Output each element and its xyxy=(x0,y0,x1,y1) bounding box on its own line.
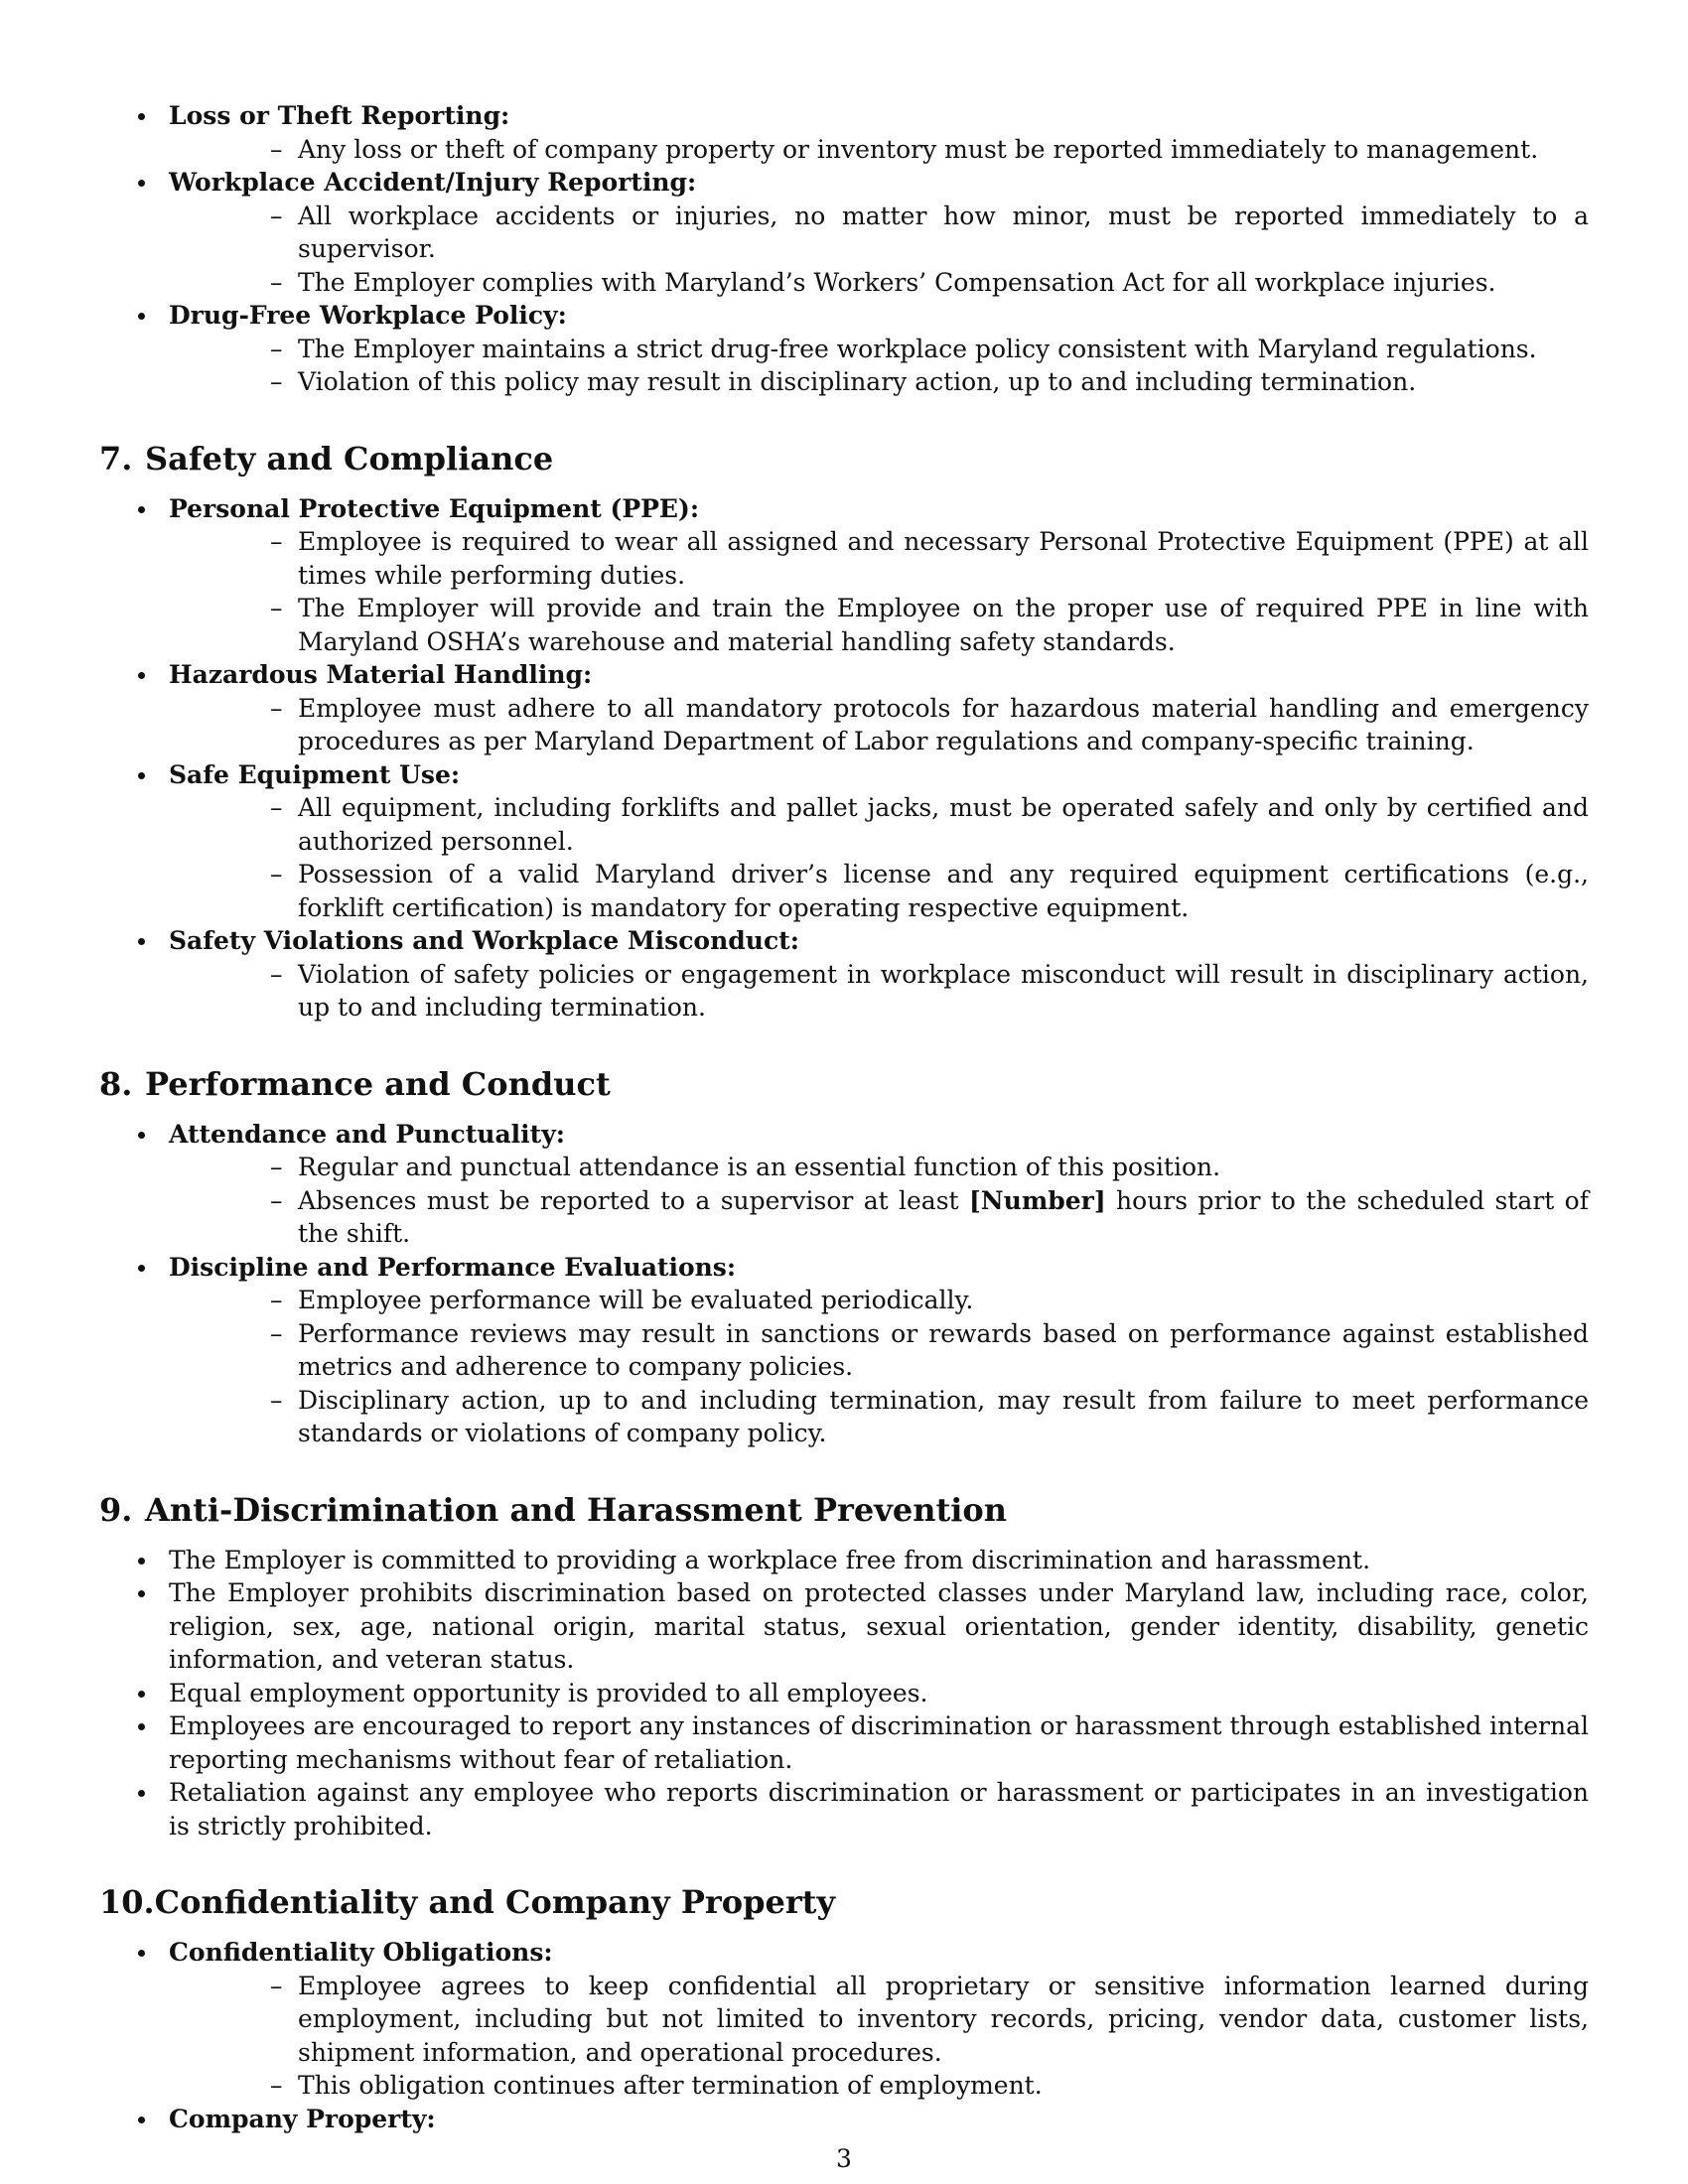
sub-item xyxy=(169,525,1589,592)
sub-item-text: The Employer will provide and train the Employee on the proper use of required PPE in line with Maryland OSHA’s warehouse and material handling safety standards. xyxy=(298,594,1589,656)
item-title: Attendance and Punctuality: xyxy=(169,1119,565,1149)
sub-item xyxy=(169,200,1589,266)
bullet-list xyxy=(99,1118,1589,1450)
sub-item xyxy=(169,133,1589,167)
list-item xyxy=(99,1936,1589,2103)
section-number: 10. xyxy=(99,1883,155,1921)
dash-icon: – xyxy=(270,693,283,723)
sub-item-text: Any loss or theft of company property or inventory must be reported immediately to management. xyxy=(298,134,1539,164)
bullet-icon xyxy=(138,938,145,945)
bullet-list xyxy=(99,1936,1589,2135)
bullet-icon xyxy=(138,1590,145,1597)
item-title: Discipline and Performance Evaluations: xyxy=(169,1252,737,1282)
list-item xyxy=(99,166,1589,299)
list-item xyxy=(99,1677,1589,1710)
list-item xyxy=(99,99,1589,166)
dash-icon: – xyxy=(270,1185,283,1215)
dash-icon: – xyxy=(270,267,283,297)
sub-item-text: Violation of this policy may result in disciplinary action, up to and including termination. xyxy=(298,367,1417,396)
sub-item xyxy=(169,333,1589,366)
section-heading xyxy=(99,1490,1589,1530)
list-item-text: Retaliation against any employee who reports discrimination or harassment or participates in an investigation is strictly prohibited. xyxy=(169,1778,1589,1841)
sub-item-text: All workplace accidents or injuries, no matter how minor, must be reported immediately to a supervisor. xyxy=(298,201,1589,263)
sub-item-text: The Employer maintains a strict drug-free workplace policy consistent with Maryland regulations. xyxy=(298,334,1537,363)
bullet-icon xyxy=(138,180,145,187)
list-item xyxy=(99,1251,1589,1450)
sub-item xyxy=(169,365,1589,399)
document-body xyxy=(99,99,1589,2135)
bullet-icon xyxy=(138,1691,145,1698)
sub-item-text: Performance reviews may result in sanctions or rewards based on performance against established metrics and adherence to company policies. xyxy=(298,1318,1589,1381)
sub-item xyxy=(169,1384,1589,1450)
sub-item xyxy=(169,1317,1589,1384)
item-title: Safety Violations and Workplace Misconduct: xyxy=(169,926,799,955)
item-title: Loss or Theft Reporting: xyxy=(169,101,510,130)
sub-item xyxy=(169,958,1589,1024)
list-item-text: Employees are encouraged to report any instances of discrimination or harassment through established internal reporting mechanisms without fear of retaliation. xyxy=(169,1711,1589,1774)
bullet-icon xyxy=(138,113,145,120)
dash-icon: – xyxy=(270,1153,283,1181)
dash-icon: – xyxy=(270,134,283,164)
item-title: Safe Equipment Use: xyxy=(169,759,461,789)
sub-item-text: Employee agrees to keep confidential all proprietary or sensitive information learned during employment, including but not limited to inventory records, pricing, vendor data, customer lists, shipment information, and operational procedures. xyxy=(298,1971,1589,2067)
bullet-icon xyxy=(138,506,145,513)
list-item-text: The Employer is committed to providing a workplace free from discrimination and harassment. xyxy=(169,1545,1371,1574)
list-item-text: The Employer prohibits discrimination based on protected classes under Maryland law, including race, color, religion, sex, age, national origin, marital status, sexual orientation, gender identity, disability, genetic information, and veteran status. xyxy=(169,1578,1589,1674)
section-title: Confidentiality and Company Property xyxy=(154,1883,836,1921)
bullet-list xyxy=(99,492,1589,1024)
item-title: Drug-Free Workplace Policy: xyxy=(169,301,567,330)
list-item xyxy=(99,2103,1589,2136)
dash-icon: – xyxy=(270,1971,283,2000)
bullet-icon xyxy=(138,672,145,679)
dash-icon: – xyxy=(270,1318,283,1348)
list-item xyxy=(99,492,1589,659)
list-item-text: Equal employment opportunity is provided to all employees. xyxy=(169,1678,928,1707)
sub-item-text: Possession of a valid Maryland driver’s license and any required equipment certifications (e.g., forklift certification) is mandatory for operating respective equipment. xyxy=(298,860,1589,922)
sub-item xyxy=(169,2069,1589,2103)
dash-icon: – xyxy=(270,2071,283,2100)
list-item xyxy=(99,758,1589,925)
section-number: 9. xyxy=(99,1490,133,1529)
dash-icon: – xyxy=(270,201,283,230)
sub-item-text: This obligation continues after termination of employment. xyxy=(298,2071,1043,2100)
sub-item-text: Regular and punctual attendance is an essential function of this position. xyxy=(298,1153,1221,1181)
bullet-icon xyxy=(138,1723,145,1730)
bullet-icon xyxy=(138,313,145,320)
list-item xyxy=(99,1776,1589,1843)
section-number: 8. xyxy=(99,1064,133,1103)
bullet-icon xyxy=(138,1790,145,1797)
bullet-icon xyxy=(138,1132,145,1139)
list-item xyxy=(99,1118,1589,1251)
dash-icon: – xyxy=(270,1286,283,1314)
item-title: Workplace Accident/Injury Reporting: xyxy=(169,168,697,197)
list-item xyxy=(99,924,1589,1024)
sub-item xyxy=(169,791,1589,858)
sub-item xyxy=(169,858,1589,924)
sub-item xyxy=(169,1284,1589,1317)
section-title: Anti-Discrimination and Harassment Prevention xyxy=(145,1490,1007,1529)
bullet-icon xyxy=(138,1558,145,1565)
dash-icon: – xyxy=(270,527,283,556)
placeholder-number: [Number] xyxy=(968,1185,1106,1215)
dash-icon: – xyxy=(270,959,283,989)
section-heading xyxy=(99,439,1589,478)
bullet-icon xyxy=(138,1265,145,1272)
bullet-list xyxy=(99,99,1589,399)
section-heading xyxy=(99,1064,1589,1104)
sub-item xyxy=(169,592,1589,658)
sub-item xyxy=(169,1184,1589,1251)
sub-item-text: Disciplinary action, up to and including termination, may result from failure to meet performance standards or violations of company policy. xyxy=(298,1385,1589,1447)
sub-item xyxy=(169,692,1589,758)
list-item xyxy=(99,1544,1589,1577)
item-title: Confidentiality Obligations: xyxy=(169,1938,553,1967)
item-title: Company Property: xyxy=(169,2104,436,2133)
sub-item-text: All equipment, including forklifts and pallet jacks, must be operated safely and only by certified and authorized personnel. xyxy=(298,793,1589,856)
bullet-list xyxy=(99,1544,1589,1843)
bullet-icon xyxy=(138,1950,145,1957)
item-title: Personal Protective Equipment (PPE): xyxy=(169,493,700,523)
list-item xyxy=(99,1709,1589,1776)
sub-item-text: Employee must adhere to all mandatory protocols for hazardous material handling and emergency procedures as per Maryland Department of Labor regulations and company-specific training. xyxy=(298,693,1589,755)
dash-icon: – xyxy=(270,334,283,363)
sub-item-text: Employee is required to wear all assigned and necessary Personal Protective Equipment (PPE) at all times while performing duties. xyxy=(298,527,1589,590)
sub-item-text: Violation of safety policies or engagement in workplace misconduct will result in disciplinary action, up to and including termination. xyxy=(298,959,1589,1022)
sub-item-text: The Employer complies with Maryland’s Workers’ Compensation Act for all workplace injuries. xyxy=(298,267,1496,297)
dash-icon: – xyxy=(270,793,283,822)
list-item xyxy=(99,1576,1589,1677)
item-title: Hazardous Material Handling: xyxy=(169,660,593,689)
sub-item xyxy=(169,1970,1589,2070)
sub-item xyxy=(169,1151,1589,1184)
list-item xyxy=(99,658,1589,758)
bullet-icon xyxy=(138,2116,145,2123)
dash-icon: – xyxy=(270,367,283,396)
section-heading xyxy=(99,1882,1589,1922)
dash-icon: – xyxy=(270,594,283,622)
bullet-icon xyxy=(138,772,145,779)
sub-item xyxy=(169,266,1589,300)
page-number: 3 xyxy=(836,2144,852,2173)
dash-icon: – xyxy=(270,1385,283,1415)
dash-icon: – xyxy=(270,860,283,888)
list-item xyxy=(99,299,1589,399)
section-title: Safety and Compliance xyxy=(145,439,554,478)
sub-item-text: Absences must be reported to a supervisor at least [Number] hours prior to the scheduled start of the shift. xyxy=(298,1185,1589,1248)
section-number: 7. xyxy=(99,439,133,478)
sub-item-text: Employee performance will be evaluated periodically. xyxy=(298,1286,974,1314)
section-title: Performance and Conduct xyxy=(145,1064,611,1103)
